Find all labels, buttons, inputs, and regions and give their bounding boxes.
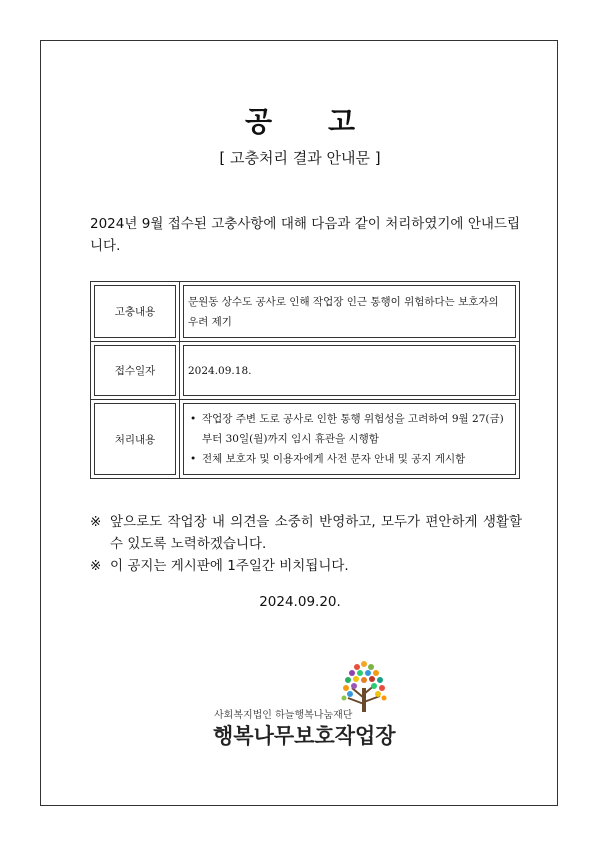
notice-title <box>0 100 600 140</box>
intro-paragraph: 2024년 9월 접수된 고충사항에 대해 다음과 같이 처리하였기에 안내드립니다. <box>90 216 520 254</box>
org-subtitle: 사회복지법인 하늘행복나눔재단 <box>214 710 353 721</box>
table-value-date: 2024.09.18. <box>180 342 520 400</box>
list-item: • 전체 보호자 및 이용자에게 사전 문자 안내 및 공지 게시함 <box>188 449 511 469</box>
reference-mark: ※ <box>90 558 102 574</box>
note-1: ※ 앞으로도 작업장 내 의견을 소중히 반영하고, 모두가 편안하게 생활할 수 있도록 노력하겠습니다. <box>90 511 522 555</box>
action-list <box>188 409 511 469</box>
table-label-date: 접수일자 <box>91 342 180 400</box>
note-2: ※ 이 공지는 게시판에 1주일간 비치됩니다. <box>90 555 522 577</box>
notice-date: 2024.09.20. <box>259 594 341 610</box>
notice-subtitle: [ 고충처리 결과 안내문 ] <box>219 149 381 167</box>
reference-mark: ※ <box>90 514 102 530</box>
table-row <box>91 400 520 479</box>
grievance-table <box>90 281 520 479</box>
title-part-1: 공 <box>244 105 272 138</box>
table-label-action: 처리내용 <box>91 400 180 479</box>
table-label-content: 고충내용 <box>91 282 180 342</box>
table-row <box>91 282 520 342</box>
table-value-content: 문원동 상수도 공사로 인해 작업장 인근 통행이 위험하다는 보호자의 우려 제기 <box>180 282 520 342</box>
table-value-action <box>180 400 520 479</box>
list-item: • 작업장 주변 도로 공사로 인한 통행 위험성을 고려하여 9월 27(금)부터 30일(월)까지 임시 휴관을 시행함 <box>188 409 511 449</box>
org-name: 행복나무보호작업장 <box>213 724 396 748</box>
notes-section <box>90 511 522 577</box>
title-part-2: 고 <box>328 105 356 138</box>
table-row <box>91 342 520 400</box>
